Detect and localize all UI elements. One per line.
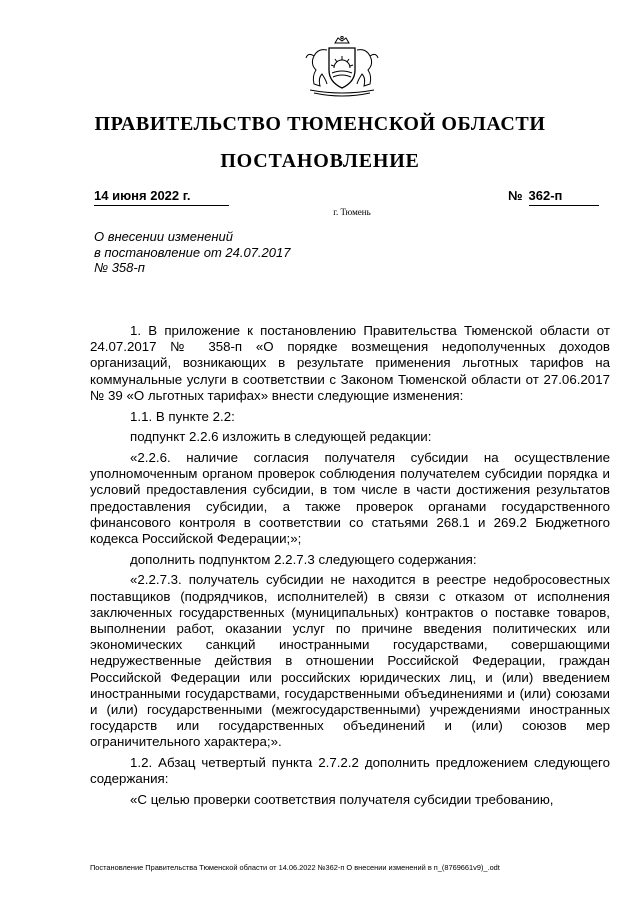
document-type-title: ПОСТАНОВЛЕНИЕ (220, 150, 420, 172)
body-paragraph: «2.2.7.3. получатель субсидии не находится в реестре недобросовестных поставщиков (подрядчиков, исполнителей) в связи с отказом от исполнения заключенных государственных (муниципальных) контрактов о поставке товаров, выполнении работ, оказании услуг по причине введения политических или экономических санкций иностранными государствами, совершающими недружественные действия в отношении Российской Федерации, граждан Российской Федерации или российских юридических лиц, и (или) введением иностранными государствами, государственными объединениями и (или) союзами и (или) государственными (межгосударственными) учреждениями иностранных государств или государственных объединений и (или) союзов мер ограничительного характера;». (90, 572, 610, 750)
body-paragraph: 1. В приложение к постановлению Правительства Тюменской области от 24.07.2017 № 358-п «О порядке возмещения недополученных доходов организаций, возникающих в результате применения льготных тарифов на коммунальные услуги в соответствии с Законом Тюменской области от 27.06.2017 № 39 «О льготных тарифах» внести следующие изменения: (90, 323, 610, 403)
number-value: 362-п (529, 188, 599, 206)
body-paragraph: дополнить подпунктом 2.2.7.3 следующего содержания: (130, 551, 477, 567)
document-body (90, 323, 610, 813)
coat-of-arms-icon (298, 36, 386, 98)
city-label: г. Тюмень (333, 207, 371, 217)
body-paragraph: 1.2. Абзац четвертый пункта 2.7.2.2 дополнить предложением следующего содержания: (90, 755, 610, 787)
document-subject (94, 229, 354, 276)
body-paragraph: «2.2.6. наличие согласия получателя субсидии на осуществление уполномоченным органом проверок соблюдения получателем субсидии порядка и условий предоставления субсидии, в том числе в части достижения результатов предоставления субсидии, а также проверок органами государственного финансового контроля в соответствии со статьями 268.1 и 269.2 Бюджетного кодекса Российской Федерации;»; (90, 449, 610, 546)
document-date: 14 июня 2022 г. (94, 188, 229, 206)
subject-line: О внесении изменений (94, 229, 233, 244)
body-paragraph: 1.1. В пункте 2.2: (130, 408, 235, 424)
subject-line: № 358-п (94, 260, 145, 275)
government-title: ПРАВИТЕЛЬСТВО ТЮМЕНСКОЙ ОБЛАСТИ (94, 113, 546, 135)
body-paragraph: «С целью проверки соответствия получателя субсидии требованию, (130, 791, 554, 807)
document-number (508, 188, 604, 206)
page-footer: Постановление Правительства Тюменской области от 14.06.2022 №362-п О внесении изменений в п_(8769661v9)_.odt (90, 863, 500, 872)
subject-line: в постановление от 24.07.2017 (94, 244, 291, 260)
number-sign: № (508, 188, 523, 203)
body-paragraph: подпункт 2.2.6 изложить в следующей редакции: (130, 429, 432, 445)
